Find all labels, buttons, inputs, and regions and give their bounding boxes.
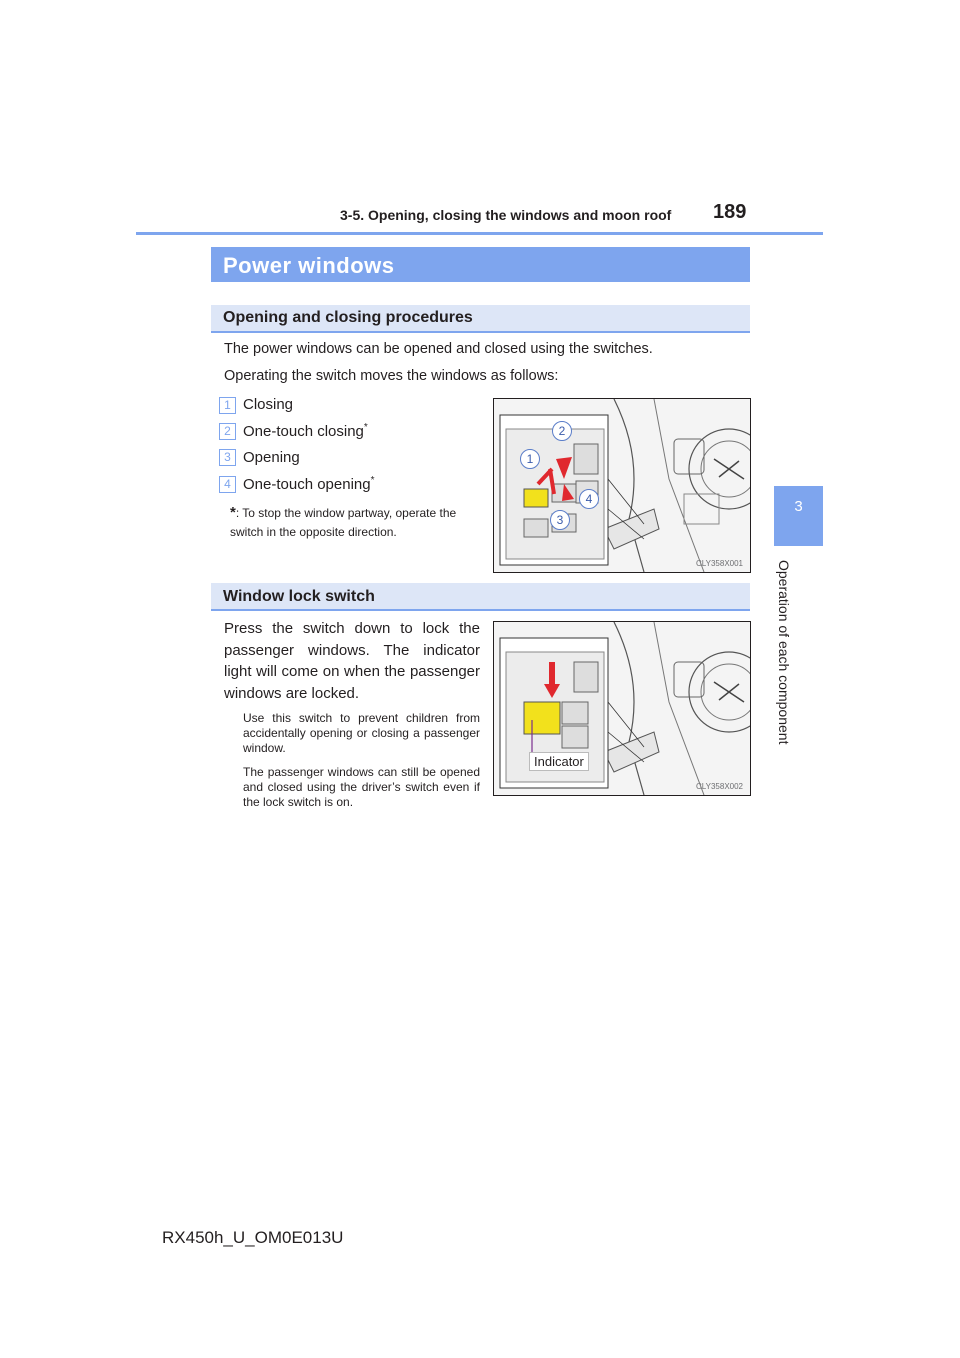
- subsection-title-lock: Window lock switch: [223, 588, 375, 605]
- item-label: Opening: [243, 449, 300, 466]
- figure-code: CLY358X001: [696, 559, 743, 568]
- figure-window-switch: [493, 398, 751, 573]
- item-number-badge: 4: [219, 476, 236, 493]
- item-label: Closing: [243, 396, 294, 413]
- subsection-title-opening: Opening and closing procedures: [223, 309, 473, 326]
- figure-code: CLY358X002: [696, 782, 743, 791]
- footnote-mark: *: [230, 504, 236, 521]
- figure-callout: 4: [579, 489, 599, 509]
- chapter-title: Operation of each component: [776, 560, 792, 745]
- chapter-tab: [774, 486, 823, 546]
- item-number-badge: 2: [219, 423, 236, 440]
- item-one-touch-closing: [243, 422, 368, 440]
- figure-callout: 3: [550, 510, 570, 530]
- item-closing: [243, 396, 293, 413]
- intro-paragraph: The power windows can be opened and closed using the switches.: [224, 341, 653, 357]
- lock-paragraph: Press the switch down to lock the passenger windows. The indicator light will come on when the passenger windows are locked.: [224, 620, 480, 702]
- item-star: *: [370, 475, 375, 486]
- item-label: One-touch closing: [243, 423, 364, 440]
- chapter-title-vertical: [768, 560, 792, 750]
- figure-window-lock: [493, 621, 751, 796]
- item-number-badge: 3: [219, 449, 236, 466]
- section-title: Power windows: [223, 253, 395, 278]
- model-code-footer: RX450h_U_OM0E013U: [162, 1228, 344, 1247]
- footnote-text: : To stop the window partway, operate the switch in the opposite direction.: [230, 506, 457, 539]
- item-star: *: [363, 422, 368, 433]
- header-rule: [136, 232, 823, 235]
- indicator-label: Indicator: [529, 752, 589, 771]
- item-number-badge: 1: [219, 397, 236, 414]
- chapter-number: 3: [794, 498, 803, 515]
- figure-callout: 1: [520, 449, 540, 469]
- item-opening: [243, 449, 300, 466]
- window-switch-illustration: [494, 399, 750, 572]
- page-number: 189: [713, 201, 747, 223]
- figure-callout: 2: [552, 421, 572, 441]
- lock-note: Use this switch to prevent children from accidentally opening or closing a passenger window.: [243, 711, 480, 755]
- running-header-title: 3-5. Opening, closing the windows and moon roof: [340, 207, 672, 223]
- item-label: One-touch opening: [243, 476, 371, 493]
- lead-paragraph: Operating the switch moves the windows as follows:: [224, 368, 559, 384]
- lock-note: The passenger windows can still be opened and closed using the driver’s switch even if the lock switch is on.: [243, 765, 480, 809]
- footnote: [230, 503, 482, 542]
- item-one-touch-opening: [243, 475, 375, 493]
